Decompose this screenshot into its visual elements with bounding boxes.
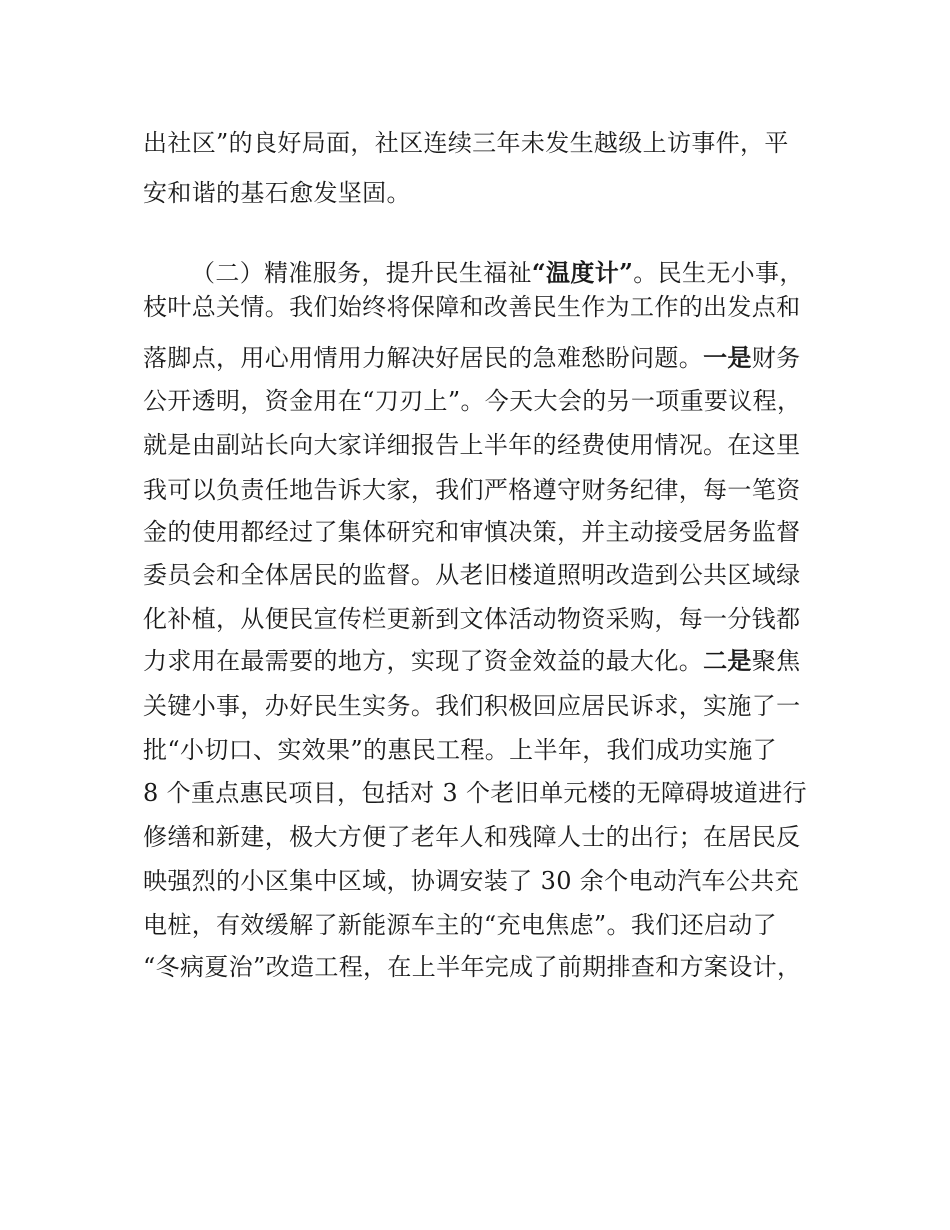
text-run: 聚焦 (751, 647, 801, 675)
bold-text-run: “温度计” (531, 258, 634, 287)
text-run: 安和谐的基石愈发坚固。 (143, 179, 411, 207)
text-run: 关键小事，办好民生实务。我们积极回应居民诉求，实施了一 (143, 692, 801, 720)
text-run: 委员会和全体居民的监督。从老旧楼道照明改造到公共区域绿 (143, 561, 801, 589)
bold-text-run: 一是 (703, 343, 752, 372)
text-line (143, 646, 800, 676)
bold-text-run: 二是 (703, 646, 752, 675)
text-run: 公开透明，资金用在“刀刃上”。今天大会的另一项重要议程， (143, 387, 802, 415)
text-run: 就是由副站长向大家详细报告上半年的经费使用情况。在这里 (143, 431, 801, 459)
text-line (143, 735, 777, 765)
text-run: “冬病夏治”改造工程，在上半年完成了前期排查和方案设计， (143, 953, 802, 981)
text-run: 。民生无小事， (633, 259, 804, 287)
text-run: 化补植，从便民宣传栏更新到文体活动物资采购，每一分钱都 (143, 605, 801, 633)
text-line (143, 343, 800, 373)
text-line (143, 386, 801, 416)
text-run: 电桩，有效缓解了新能源车主的“充电焦虑”。我们还启动了 (143, 911, 777, 939)
text-line (143, 778, 807, 808)
text-line (143, 866, 799, 896)
text-line (143, 691, 800, 721)
text-line (143, 475, 800, 505)
text-run: 金的使用都经过了集体研究和审慎决策，并主动接受居务监督 (143, 518, 801, 546)
text-run: 落脚点，用心用情用力解决好居民的急难愁盼问题。 (143, 344, 704, 372)
text-line (143, 128, 789, 158)
text-run: 我可以负责任地告诉大家，我们严格遵守财务纪律，每一笔资 (143, 476, 801, 504)
text-line (143, 560, 800, 590)
text-run: 枝叶总关情。我们始终将保障和改善民生作为工作的出发点和 (143, 293, 801, 321)
text-line (143, 822, 800, 852)
text-run: 映强烈的小区集中区域，协调安装了 30 余个电动汽车公共充 (143, 867, 799, 895)
text-line (143, 292, 800, 322)
text-run: 8 个重点惠民项目，包括对 3 个老旧单元楼的无障碍坡道进行 (143, 779, 807, 807)
text-line (143, 910, 777, 940)
text-run: 批“小切口、实效果”的惠民工程。上半年，我们成功实施了 (143, 736, 777, 764)
text-line (143, 517, 800, 547)
text-run: 出社区”的良好局面，社区连续三年未发生越级上访事件，平 (143, 129, 789, 157)
text-line (143, 430, 800, 460)
text-run: 修缮和新建，极大方便了老年人和残障人士的出行；在居民反 (143, 823, 801, 851)
text-run: 财务 (751, 344, 801, 372)
text-line (143, 178, 411, 208)
text-run: （二）精准服务，提升民生福祉 (191, 259, 532, 287)
text-line (143, 952, 801, 982)
text-line (191, 258, 804, 288)
text-run: 力求用在最需要的地方，实现了资金效益的最大化。 (143, 647, 704, 675)
text-line (143, 604, 800, 634)
